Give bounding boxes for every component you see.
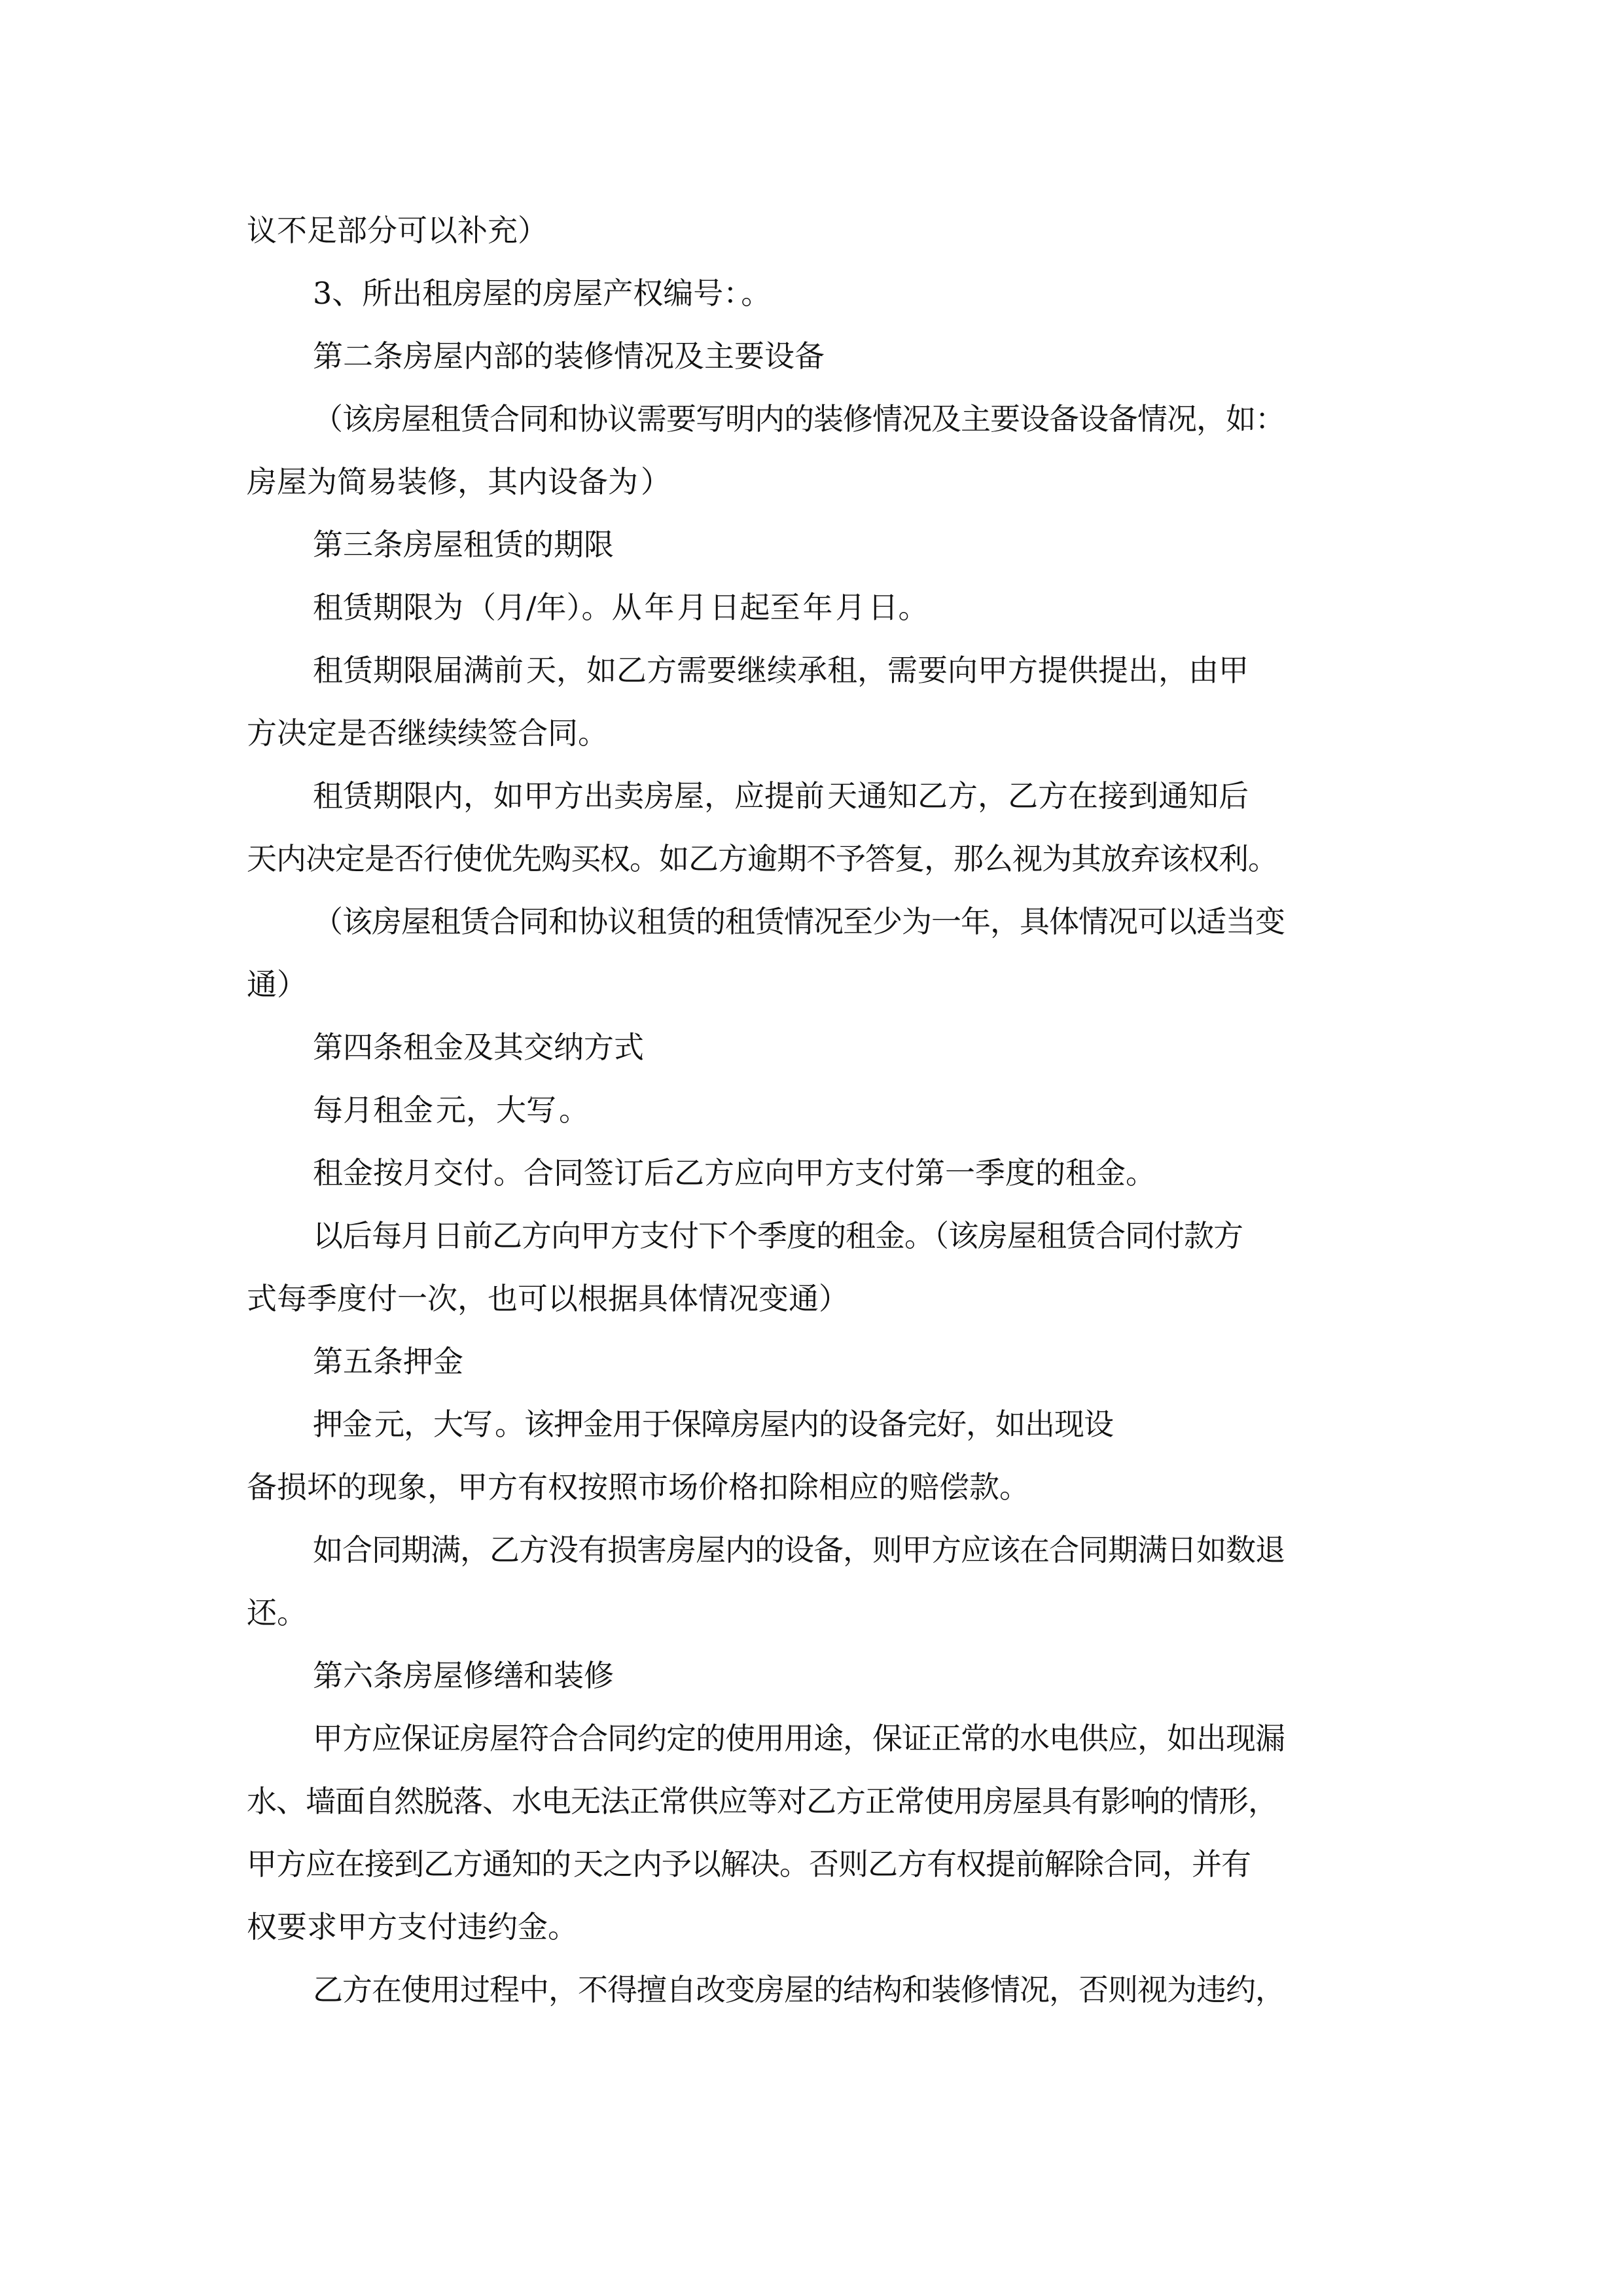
text: 天，如乙方需要继续承租，需要向甲方提供提出，由甲	[526, 653, 1249, 688]
text-line	[0, 1141, 1623, 1205]
text: 房屋为简易装修，其内设备为	[247, 464, 638, 499]
text: 天通知乙方，乙方在接到通知后	[827, 778, 1249, 814]
text: 元，大写	[436, 1092, 556, 1128]
article-heading	[0, 325, 1623, 388]
text-line	[0, 764, 1623, 828]
text-line	[0, 1833, 1623, 1896]
text: 方决定是否继续续签合同。	[247, 715, 608, 751]
text: 如合同期满，乙方没有损害房屋内的设备，则甲方应该在合同期满日如数退	[313, 1532, 1285, 1568]
text: 。该押金用于保障房屋内的设备完好，如出现设	[495, 1407, 1113, 1442]
text-line	[0, 199, 1623, 262]
text-line	[0, 1581, 1623, 1645]
text-line	[0, 1518, 1623, 1582]
text-line	[0, 1770, 1623, 1833]
text: ）	[641, 464, 671, 499]
text: 第三条房屋租赁的期限	[313, 527, 614, 562]
text: 乙方在使用过程中，不得擅自改变房屋的结构和装修情况，否则视为违约，	[313, 1972, 1285, 2007]
text: 月	[677, 590, 707, 625]
article-heading	[0, 1330, 1623, 1393]
text-line	[0, 1204, 1623, 1268]
text: 天之内予以解决。否则乙方有权提前解除合同，并有	[573, 1846, 1251, 1882]
text: 3、所出租房屋的房屋产权编号：	[313, 276, 739, 311]
text-line	[0, 1707, 1623, 1770]
text-line	[0, 1393, 1623, 1456]
text: 议不足部分可以补充）	[247, 213, 548, 248]
article-heading	[0, 1016, 1623, 1079]
text-line	[0, 953, 1623, 1016]
text-line	[0, 827, 1623, 891]
text-line	[0, 262, 1623, 325]
article-heading	[0, 1644, 1623, 1708]
text: （该房屋租赁合同和协议需要写明内的装修情况及主要设备设备情况，如：	[313, 401, 1285, 437]
text: 甲方应保证房屋符合合同约定的使用用途，保证正常的水电供应，如出现漏	[313, 1721, 1285, 1756]
text: 第五条押金	[313, 1344, 463, 1379]
text: 通）	[247, 967, 307, 1002]
article-heading	[0, 513, 1623, 577]
text-line	[0, 639, 1623, 702]
text: 日起至	[709, 590, 800, 625]
text: 租赁期限内，如甲方出卖房屋，应提前	[313, 778, 825, 814]
text-line	[0, 890, 1623, 954]
text-line	[0, 387, 1623, 451]
text-line	[0, 1958, 1623, 2022]
text: 甲方应在接到乙方通知的	[247, 1846, 571, 1882]
text-line	[0, 1267, 1623, 1331]
text: 日。	[868, 590, 929, 625]
text: 以后每月	[313, 1218, 431, 1253]
text-line	[0, 576, 1623, 639]
text: 租金按月交付。合同签订后乙方应向甲方支付第一季度的租金。	[313, 1155, 1156, 1191]
text: 水、墙面自然脱落、水电无法正常供应等对乙方正常使用房屋具有影响的情形，	[247, 1784, 1277, 1819]
text-line	[0, 1456, 1623, 1519]
text: 权要求甲方支付违约金。	[247, 1909, 578, 1945]
text: 租赁期限届满前	[313, 653, 524, 688]
text-line	[0, 702, 1623, 765]
text: 。	[559, 1092, 589, 1128]
text: 第六条房屋修缮和装修	[313, 1658, 614, 1693]
text: 第二条房屋内部的装修情况及主要设备	[313, 338, 825, 374]
text: 备损坏的现象，甲方有权按照市场价格扣除相应的赔偿款。	[247, 1469, 1029, 1505]
text: 月	[835, 590, 866, 625]
text-line	[0, 1079, 1623, 1142]
text: 租赁期限为	[313, 590, 463, 625]
text-line	[0, 450, 1623, 514]
text: （月/年）。从	[466, 590, 642, 625]
text: 年	[802, 590, 833, 625]
text: 年	[644, 590, 675, 625]
text: 天内决定是否行使优先购买权。如乙方逾期不予答复，那么视为其放弃该权利。	[247, 841, 1277, 876]
text: 还。	[247, 1595, 307, 1630]
text: 元，大写	[374, 1407, 492, 1442]
text: 式每季度付一次，也可以根据具体情况变通）	[247, 1281, 849, 1316]
text: 第四条租金及其交纳方式	[313, 1030, 644, 1065]
text: 日前乙方向甲方支付下个季度的租金。（该房屋租赁合同付款方	[433, 1218, 1243, 1253]
text: 。	[741, 276, 772, 311]
text: 每月租金	[313, 1092, 433, 1128]
text: 押金	[313, 1407, 372, 1442]
text-line	[0, 1895, 1623, 1959]
text: （该房屋租赁合同和协议租赁的租赁情况至少为一年，具体情况可以适当变	[313, 904, 1285, 939]
